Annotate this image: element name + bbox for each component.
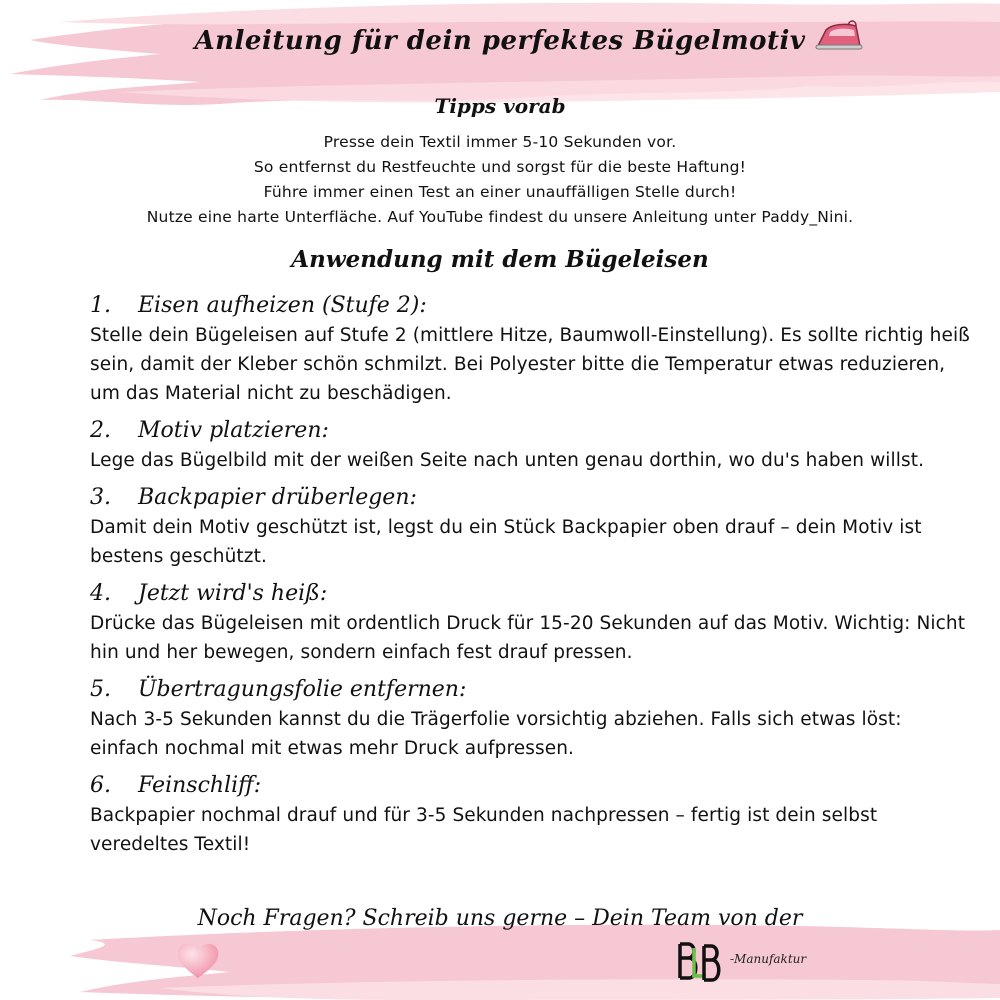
step-heading (90, 482, 970, 513)
step-text: Lege das Bügelbild mit der weißen Seite nach unten genau dorthin, wo du's haben willst. (90, 450, 925, 471)
steps-list (90, 290, 970, 866)
step-title: Feinschliff: (138, 773, 262, 798)
step-text: Damit dein Motiv geschützt ist, legst du ein Stück Backpapier oben drauf – dein Motiv ist bestens geschützt. (90, 517, 922, 567)
step-2 (90, 415, 970, 475)
brand-name: -Manufaktur (730, 952, 807, 966)
title-wrapper (194, 26, 805, 56)
step-text: Stelle dein Bügeleisen auf Stufe 2 (mittlere Hitze, Baumwoll-Einstellung). Es sollte richtig heiß sein, damit der Kleber schön schmilzt. Bei Polyester bitte die Temperatur etwas reduzieren, um das Material nicht zu beschädigen. (90, 325, 970, 404)
title-text: Anleitung für dein perfektes Bügelmotiv (194, 26, 806, 56)
heart-icon (174, 938, 222, 982)
tip-line: Nutze eine harte Unterfläche. Auf YouTube findest du unsere Anleitung unter Paddy_Nini. (146, 208, 854, 226)
step-heading (90, 290, 970, 321)
step-title: Jetzt wird's heiß: (138, 581, 328, 606)
step-number: 4. (90, 581, 111, 606)
brand-mark (674, 938, 724, 984)
step-1 (90, 290, 970, 408)
step-text: Nach 3-5 Sekunden kannst du die Trägerfolie vorsichtig abziehen. Falls sich etwas löst: einfach nochmal mit etwas mehr Druck aufpressen. (90, 709, 902, 759)
step-4 (90, 578, 970, 667)
step-text: Drücke das Bügeleisen mit ordentlich Druck für 15-20 Sekunden auf das Motiv. Wichtig: Nicht hin und her bewegen, sondern einfach fest drauf pressen. (90, 613, 966, 663)
tip-line: Führe immer einen Test an einer unauffälligen Stelle durch! (263, 183, 737, 201)
page-title (0, 26, 1000, 56)
brand-logo (674, 938, 820, 984)
step-number: 1. (90, 293, 111, 318)
step-title: Eisen aufheizen (Stufe 2): (138, 293, 427, 318)
step-number: 2. (90, 418, 111, 443)
step-heading (90, 770, 970, 801)
step-5 (90, 674, 970, 763)
step-3 (90, 482, 970, 571)
tip-line: Presse dein Textil immer 5-10 Sekunden vor. (323, 133, 677, 151)
step-title: Backpapier drüberlegen: (138, 485, 417, 510)
step-heading (90, 674, 970, 705)
step-title: Übertragungsfolie entfernen: (138, 677, 467, 702)
step-text: Backpapier nochmal drauf und für 3-5 Sekunden nachpressen – fertig ist dein selbst veredeltes Textil! (90, 805, 878, 855)
step-number: 3. (90, 485, 111, 510)
footer-text: Noch Fragen? Schreib uns gerne – Dein Team von der (197, 906, 803, 931)
step-heading (90, 415, 970, 446)
step-number: 6. (90, 773, 111, 798)
application-heading: Anwendung mit dem Bügeleisen (291, 246, 709, 273)
tip-line: So entfernst du Restfeuchte und sorgst für die beste Haftung! (253, 158, 747, 176)
step-6 (90, 770, 970, 859)
step-number: 5. (90, 677, 111, 702)
step-heading (90, 578, 970, 609)
tips-list (0, 130, 1000, 230)
step-title: Motiv platzieren: (138, 418, 329, 443)
iron-icon (812, 20, 864, 54)
tips-heading: Tipps vorab (434, 94, 566, 118)
